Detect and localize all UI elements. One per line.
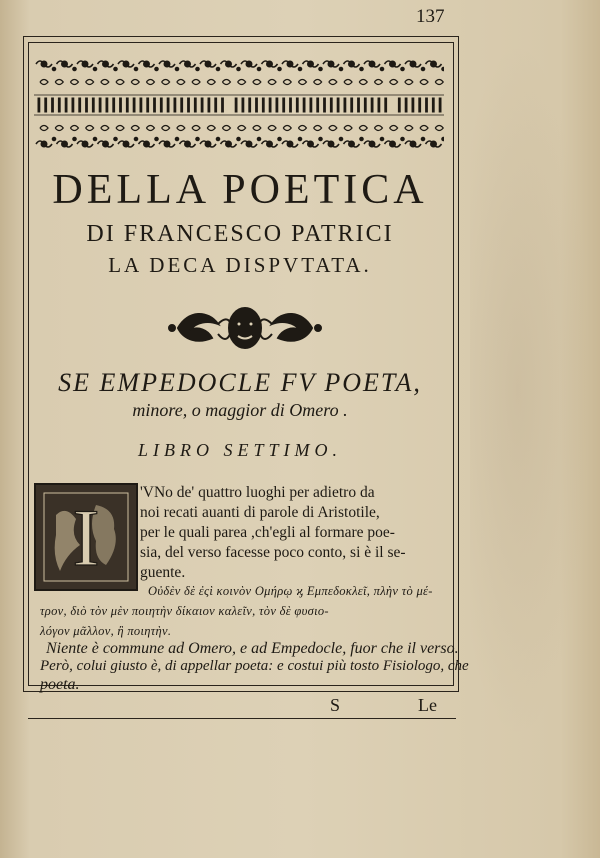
show-through	[470, 40, 590, 740]
translation-line: Niente è commune ad Omero, e ad Empedocle, fuor che il verso.	[46, 640, 459, 657]
body-line: noi recati auanti di parole di Aristotile,	[140, 504, 380, 521]
headpiece-ornament	[34, 54, 444, 160]
body-line: 'VNo de' quattro luoghi per adietro da	[140, 484, 375, 501]
page-number: 137	[416, 6, 445, 27]
greek-quote-line: τρον, διὸ τὸν μὲν ποιητὴν δίκαιον καλεῖν, τὸν δὲ φυσιο-	[40, 604, 329, 618]
chapter-title: SE EMPEDOCLE FV POETA,	[58, 368, 422, 397]
catchword: Le	[418, 695, 437, 715]
bottom-rule	[28, 718, 456, 719]
fleuron-ornament	[168, 300, 322, 356]
book-section-title: LIBRO SETTIMO.	[138, 440, 342, 460]
initial-letter: I	[72, 492, 100, 583]
signature-mark: S	[330, 695, 341, 715]
greek-quote-line: λόγον μᾶλλον, ἢ ποιητὴν.	[40, 624, 172, 638]
book-title-main: DELLA POETICA	[52, 167, 428, 213]
deca-line: LA DECA DISPVTATA.	[108, 253, 372, 277]
author-line: DI FRANCESCO PATRICI	[86, 221, 394, 247]
body-line: guente.	[140, 564, 186, 581]
decorated-initial	[34, 483, 138, 591]
translation-line: Però, colui giusto è, di appellar poeta: e costui più tosto Fisiologo, che	[40, 658, 469, 674]
chapter-subtitle: minore, o maggior di Omero .	[132, 400, 348, 420]
body-line: per le quali parea ,ch'egli al formare poe-	[140, 524, 395, 541]
translation-line: poeta.	[40, 676, 80, 693]
body-line: sia, del verso facesse poco conto, si è il se-	[140, 544, 406, 561]
initial-illustration-icon	[36, 485, 136, 589]
greek-quote-line: Οὐδὲν δὲ ἐςὶ κοινὸν Ομήρῳ ϗ Εμπεδοκλεῖ, πλὴν τὸ μέ-	[148, 584, 433, 598]
